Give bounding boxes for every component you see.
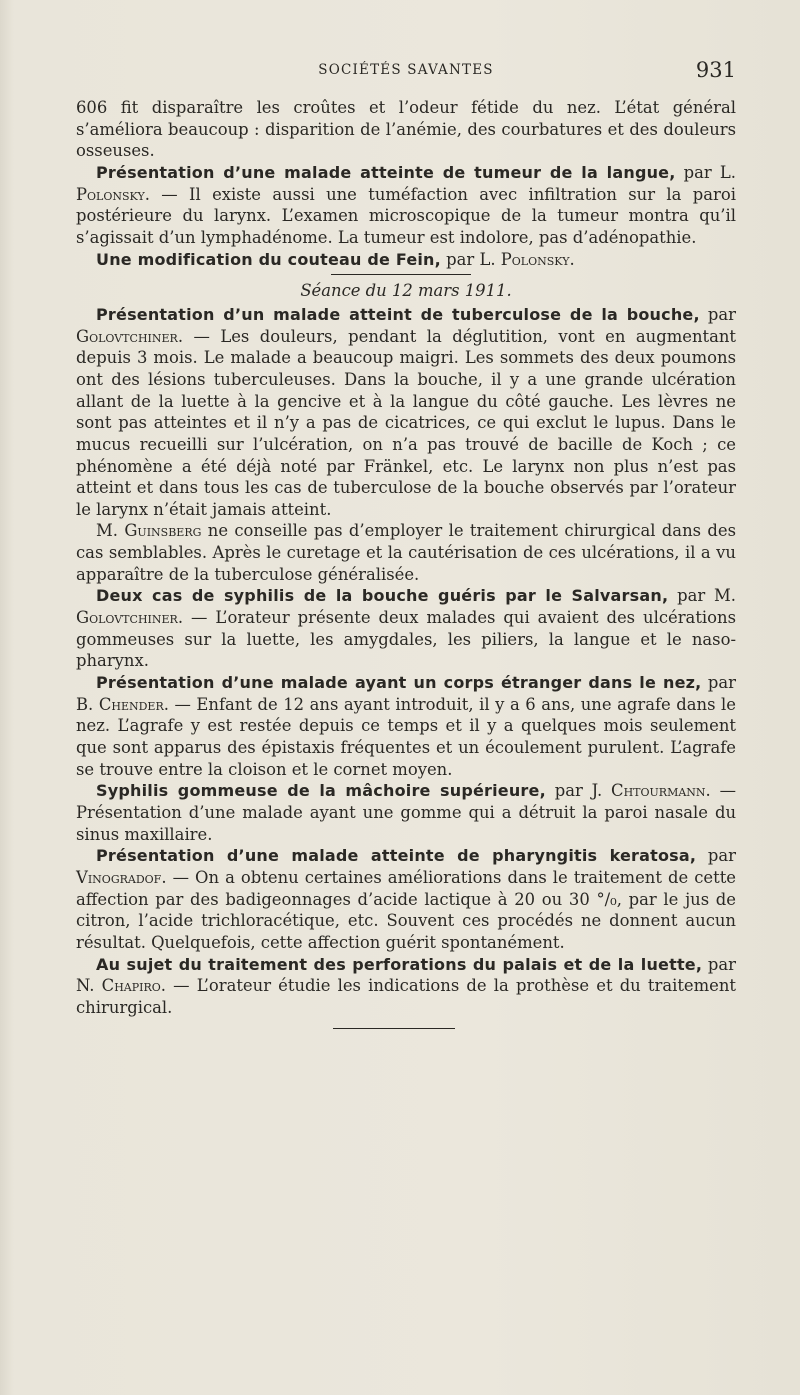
entry-tumeur-langue: Présentation d’une malade atteinte de tumeur de la langue, par L. Polonsky. — Il existe aussi une tuméfaction avec infiltration sur la paroi postérieure du larynx. L’examen microscopique de la tumeur montra qu’il s’agissait d’un lymphadénome. La tumeur est indolore, pas d’adénopathie. — [76, 162, 736, 247]
entry-title: Une modification du couteau de Fein, — [96, 249, 441, 269]
entry-title: Présentation d’une malade atteinte de pharyngitis keratosa, — [96, 846, 697, 866]
article-body — [76, 97, 736, 1029]
running-title: SOCIÉTÉS SAVANTES — [318, 62, 494, 78]
entry-perforations-palais: Au sujet du traitement des perforations du palais et de la luette, par N. Chapiro. — L’orateur étudie les indications de la prothèse et du traitement chirurgical. — [76, 954, 737, 1017]
author-name: Polonsky — [76, 184, 145, 204]
entry-title: Au sujet du traitement des perforations du palais et de la luette, — [96, 954, 703, 974]
author-name: Chender — [98, 694, 164, 714]
entry-title: Deux cas de syphilis de la bouche guéris par le Salvarsan, — [96, 586, 669, 606]
entry-tuberculose-bouche: Présentation d’un malade atteint de tuberculose de la bouche, par Golovtchiner. — Les douleurs, pendant la déglutition, vont en augmentant depuis 3 mois. Le malade a beaucoup maigri. Les sommets des deux poumons ont des lésions tuberculeuses. Dans la bouche, il y a une grande ulcération allant de la luette à la gencive et à la langue du côté gauche. Les lèvres ne sont pas atteintes et il n’y a pas de cicatrices, ce qui exclut le lupus. Dans le mucus recueilli sur l’ulcération, on n’a pas trouvé de bacille de Koch ; ce phénomène a été déjà noté par Fränkel, etc. Le larynx non plus n’est pas atteint et dans tous les cas de tuberculose de la bouche observés par l’orateur le larynx n’était jamais atteint. — [76, 304, 736, 519]
author-name: Polonsky — [500, 249, 570, 269]
entry-guinsberg-remark: M. Guinsberg ne conseille pas d’employer le traitement chirurgical dans des cas semblables. Après le curetage et la cautérisation de ces ulcérations, il a vu apparaître de la tuberculose généralisée. — [76, 521, 736, 584]
entry-syphilis-salvarsan: Deux cas de syphilis de la bouche guéris par le Salvarsan, par M. Golovtchiner. — L’orateur présente deux malades qui avaient des ulcérations gommeuses sur la luette, les amygdales, les piliers, la langue et le naso-pharynx. — [76, 586, 736, 671]
entry-couteau-fein: Une modification du couteau de Fein, par L. Polonsky. — [96, 249, 575, 269]
paragraph-continuation: 606 fit disparaître les croûtes et l’odeur fétide du nez. L’état général s’améliora beaucoup : disparition de l’anémie, des courbatures et des douleurs osseuses. — [76, 98, 736, 161]
author-name: Vinogradof — [76, 867, 162, 887]
entry-title: Présentation d’un malade atteint de tuberculose de la bouche, — [96, 304, 700, 324]
author-name: Golovtchiner — [76, 326, 178, 346]
entry-pharyngitis: Présentation d’une malade atteinte de pharyngitis keratosa, par Vinogradof. — On a obtenu certaines améliorations dans le traitement de cette affection par des badigeonnages d’acide lactique à 20 ou 30 °/₀, par le jus de citron, l’acide trichloracétique, etc. Souvent ces procédés ne donnent aucun résultat. Quelquefois, cette affection guérit spontanément. — [76, 846, 736, 952]
end-divider — [333, 1028, 455, 1029]
author-name: Chtourmann — [611, 781, 706, 801]
session-heading: Séance du 12 mars 1911. — [300, 281, 512, 301]
entry-corps-etranger: Présentation d’une malade ayant un corps étranger dans le nez, par B. Chender. — Enfant de 12 ans ayant introduit, il y a 6 ans, une agrafe dans le nez. L’agrafe y est restée depuis ce temps et il y a quelques mois seulement que sont apparus des épistaxis fréquentes et un écoulement purulent. L’agrafe se trouve entre la cloison et le cornet moyen. — [76, 673, 736, 779]
entry-title: Présentation d’une malade atteinte de tumeur de la langue, — [96, 162, 676, 182]
entry-syphilis-machoire: Syphilis gommeuse de la mâchoire supérieure, par J. Chtourmann. — Présentation d’une malade ayant une gomme qui a détruit la paroi nasale du sinus maxillaire. — [76, 781, 736, 844]
author-name: Chapiro — [101, 976, 161, 996]
page-number: 931 — [695, 58, 736, 82]
author-name: Guinsberg — [124, 521, 202, 541]
author-name: Golovtchiner — [76, 608, 178, 628]
entry-title: Présentation d’une malade ayant un corps étranger dans le nez, — [96, 673, 702, 693]
page-header — [76, 58, 736, 84]
section-divider — [331, 274, 471, 275]
entry-title: Syphilis gommeuse de la mâchoire supérieure, — [96, 781, 546, 801]
